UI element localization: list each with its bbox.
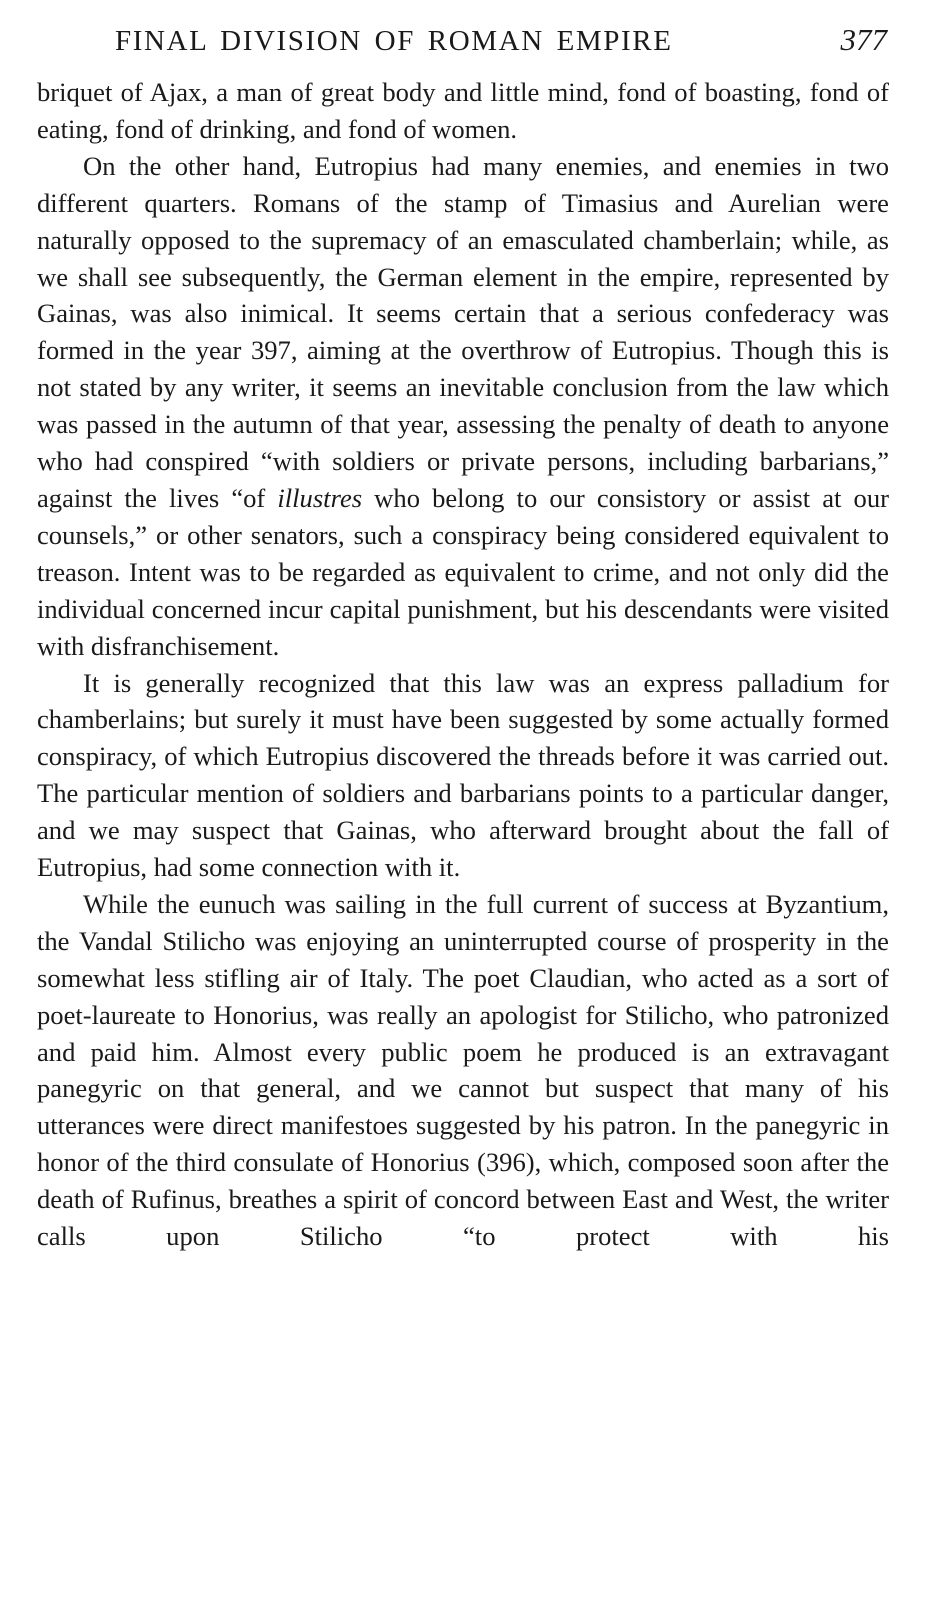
paragraph-1	[37, 74, 889, 148]
paragraph-2-text-continued: who belong to our consistory or assist at our counsels,” or other senators, such a conspiracy being considered equivalent to treason. Intent was to be regarded as equivalent to crime, and not only did the individual concerned incur capital punishment, but his descendants were visited with disfranchisement.	[37, 482, 889, 661]
paragraph-4	[37, 886, 889, 1255]
paragraph-3	[37, 665, 889, 886]
paragraph-3-text: It is generally recognized that this law was an express palladium for chamberlains; but surely it must have been suggested by some actually formed conspiracy, of which Eutropius discovered the threads before it was carried out. The particular mention of soldiers and barbarians points to a particular danger, and we may suspect that Gainas, who afterward brought about the fall of Eutropius, had some connection with it.	[37, 667, 889, 883]
book-page	[37, 22, 889, 1255]
paragraph-1-text: briquet of Ajax, a man of great body and little mind, fond of boasting, fond of eating, fond of drinking, and fond of women.	[37, 77, 889, 144]
page-number: 377	[840, 22, 887, 57]
paragraph-2	[37, 148, 889, 665]
paragraph-2-text: On the other hand, Eutropius had many enemies, and enemies in two different quarters. Romans of the stamp of Timasius and Aurelian were naturally opposed to the supremacy of an emasculated chamberlain; while, as we shall see subsequently, the German element in the empire, represented by Gainas, was also inimical. It seems certain that a serious confederacy was formed in the year 397, aiming at the overthrow of Eutropius. Though this is not stated by any writer, it seems an inevitable conclusion from the law which was passed in the autumn of that year, assessing the penalty of death to anyone who had conspired “with soldiers or private persons, including barbarians,” against the lives “of	[37, 150, 889, 513]
body-text	[37, 74, 889, 1255]
running-head	[37, 22, 889, 74]
running-title: FINAL DIVISION OF ROMAN EMPIRE	[115, 25, 673, 57]
paragraph-4-text: While the eunuch was sailing in the full current of success at Byzantium, the Vandal Stilicho was enjoying an uninterrupted course of prosperity in the somewhat less stifling air of Italy. The poet Claudian, who acted as a sort of poet-laureate to Honorius, was really an apologist for Stilicho, who patronized and paid him. Almost every public poem he produced is an extravagant panegyric on that general, and we cannot but suspect that many of his utterances were direct manifestoes suggested by his patron. In the panegyric in honor of the third consulate of Honorius (396), which, composed soon after the death of Rufinus, breathes a spirit of concord between East and West, the writer calls upon Stilicho “to protect with his	[37, 888, 889, 1252]
paragraph-2-emphasis: illustres	[277, 482, 363, 513]
